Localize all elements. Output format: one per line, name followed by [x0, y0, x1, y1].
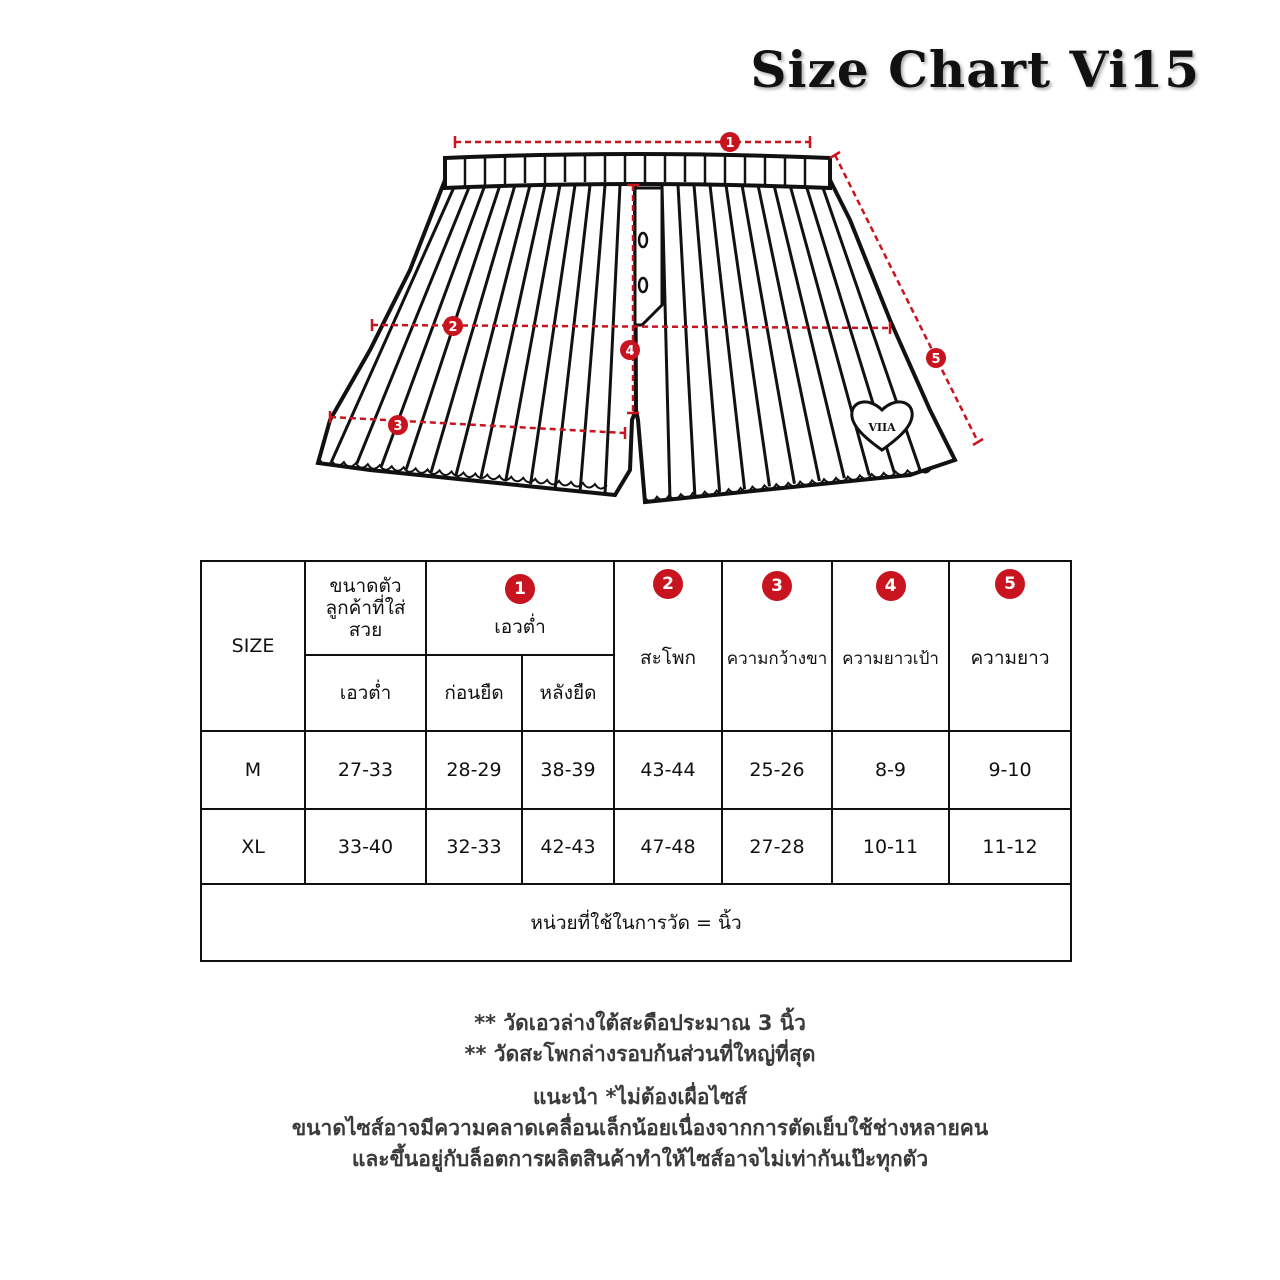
col1-header: 1 เอวต่ำ [426, 561, 614, 655]
row-leg: 25-26 [722, 731, 832, 809]
notes [0, 1008, 1280, 1175]
button-top [639, 233, 647, 247]
fly-placket [635, 188, 662, 325]
row-leg: 27-28 [722, 809, 832, 884]
size-table [200, 560, 1072, 962]
page-title: Size Chart Vi15 [750, 40, 1200, 99]
units-note: หน่วยที่ใช้ในการวัด = นิ้ว [201, 884, 1071, 961]
row-before: 32-33 [426, 809, 522, 884]
row-hip: 47-48 [614, 809, 722, 884]
svg-text:4: 4 [625, 344, 635, 359]
col2-header: 2 สะโพก [614, 561, 722, 731]
marker-2 [443, 316, 463, 336]
svg-text:1: 1 [725, 136, 735, 151]
row-hip: 43-44 [614, 731, 722, 809]
after-stretch-header: หลังยืด [522, 655, 614, 731]
waistband [445, 154, 830, 188]
svg-text:5: 5 [931, 352, 941, 367]
row-customer: 27-33 [305, 731, 426, 809]
row-rise: 10-11 [832, 809, 949, 884]
marker-2-badge: 2 [653, 569, 683, 599]
note-line-5: และขึ้นอยู่กับล็อตการผลิตสินค้าทำให้ไซส์อาจไม่เท่ากันเป๊ะทุกตัว [351, 1147, 929, 1171]
svg-text:2: 2 [448, 320, 458, 335]
col5-header: 5 ความยาว [949, 561, 1071, 731]
marker-5-badge: 5 [995, 569, 1025, 599]
row-length: 11-12 [949, 809, 1071, 884]
marker-4 [620, 340, 640, 360]
table-row [201, 809, 1071, 884]
marker-3 [388, 415, 408, 435]
svg-text:3: 3 [393, 419, 403, 434]
row-customer: 33-40 [305, 809, 426, 884]
row-after: 38-39 [522, 731, 614, 809]
note-line-3: แนะนำ *ไม่ต้องเผื่อไซส์ [532, 1085, 748, 1109]
marker-1-badge: 1 [505, 574, 535, 604]
customer-header: ขนาดตัวลูกค้าที่ใส่สวย [305, 561, 426, 655]
size-header: SIZE [201, 561, 305, 731]
row-rise: 8-9 [832, 731, 949, 809]
logo-text: VIIA [868, 421, 896, 434]
marker-1 [720, 132, 740, 152]
row-size: XL [201, 809, 305, 884]
row-before: 28-29 [426, 731, 522, 809]
note-line-2: ** วัดสะโพกล่างรอบก้นส่วนที่ใหญ่ที่สุด [464, 1042, 816, 1066]
before-stretch-header: ก่อนยืด [426, 655, 522, 731]
customer-subheader: เอวต่ำ [305, 655, 426, 731]
marker-5 [926, 348, 946, 368]
row-length: 9-10 [949, 731, 1071, 809]
marker-3-badge: 3 [762, 571, 792, 601]
col3-header: 3 ความกว้างขา [722, 561, 832, 731]
row-size: M [201, 731, 305, 809]
marker-4-badge: 4 [876, 571, 906, 601]
note-line-1: ** วัดเอวล่างใต้สะดือประมาณ 3 นิ้ว [474, 1011, 806, 1035]
button-bottom [639, 278, 647, 292]
right-leg-outline [635, 180, 955, 502]
shorts-diagram [290, 120, 1000, 530]
left-leg-outline [318, 180, 636, 495]
row-after: 42-43 [522, 809, 614, 884]
table-row [201, 731, 1071, 809]
note-line-4: ขนาดไซส์อาจมีความคลาดเคลื่อนเล็กน้อยเนื่องจากการตัดเย็บใช้ช่างหลายคน [291, 1116, 989, 1140]
col4-header: 4 ความยาวเป้า [832, 561, 949, 731]
